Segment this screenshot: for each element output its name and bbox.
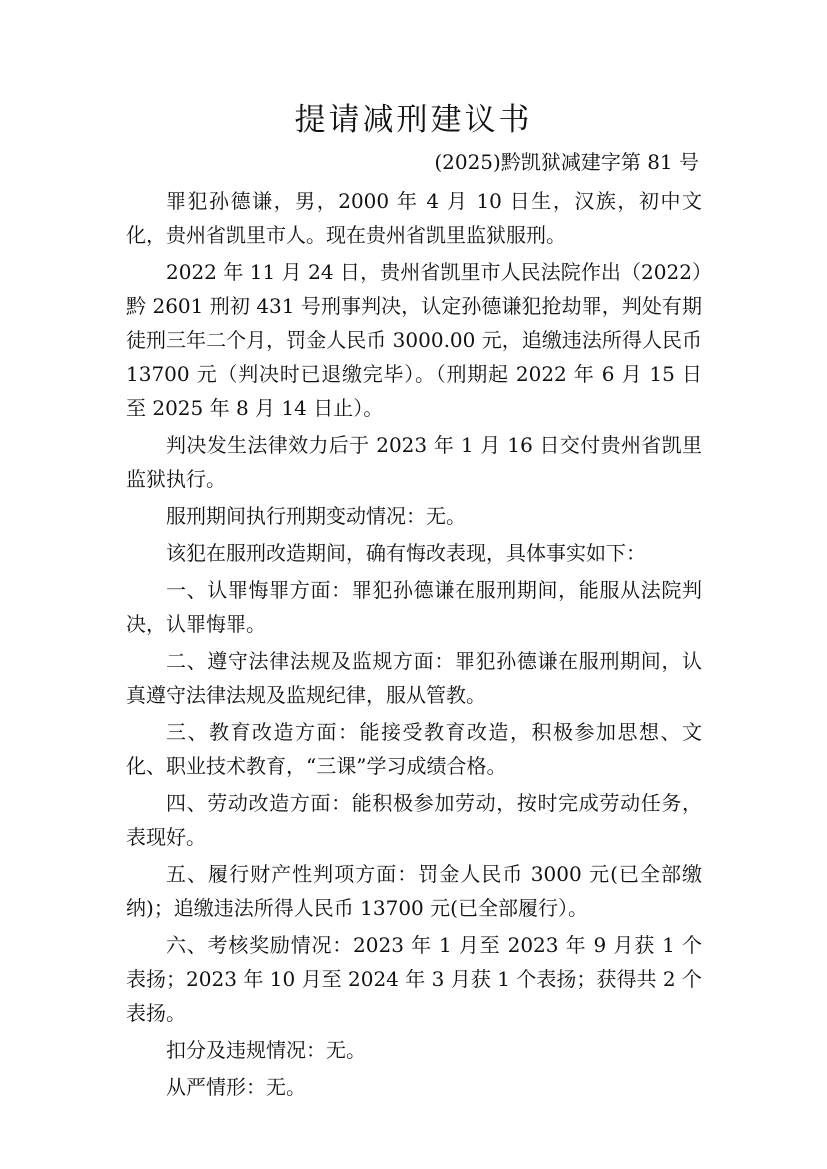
paragraph-labor: 四、劳动改造方面：能积极参加劳动，按时完成劳动任务，表现好。 [126, 791, 702, 849]
paragraph-violations: 扣分及违规情况：无。 [166, 1038, 366, 1062]
document-number: (2025)黔凯狱减建字第 81 号 [434, 150, 699, 174]
paragraph-property: 五、履行财产性判项方面：罚金人民币 3000 元(已全部缴纳)；追缴违法所得人民币 13700 元(已全部履行）。 [126, 862, 702, 920]
paragraph-basic-info: 罪犯孙德谦，男，2000 年 4 月 10 日生，汉族，初中文化，贵州省凯里市人。现在贵州省凯里监狱服刑。 [126, 189, 702, 247]
paragraph-law-compliance: 二、遵守法律法规及监规方面：罪犯孙德谦在服刑期间，认真遵守法律法规及监规纪律，服从管教。 [126, 649, 702, 707]
paragraph-facts-intro: 该犯在服刑改造期间，确有悔改表现，具体事实如下： [166, 541, 646, 565]
document-title: 提请减刑建议书 [294, 102, 533, 138]
paragraph-strict-circumstances: 从严情形：无。 [166, 1075, 306, 1099]
document-body [126, 184, 702, 1107]
paragraph-rewards: 六、考核奖励情况：2023 年 1 月至 2023 年 9 月获 1 个表扬；2023 年 10 月至 2024 年 3 月获 1 个表扬；获得共 2 个表扬。 [126, 933, 702, 1025]
paragraph-judgment: 2022 年 11 月 24 日，贵州省凯里市人民法院作出（2022）黔 2601 刑初 431 号刑事判决，认定孙德谦犯抢劫罪，判处有期徒刑三年二个月，罚金人民币 3000.00 元，追缴违法所得人民币 13700 元（判决时已退缴完毕）。（刑期起 2022 年 6 月 15 日至 2025 年 8 月 14 日止）。 [126, 260, 702, 420]
paragraph-delivery: 判决发生法律效力后于 2023 年 1 月 16 日交付贵州省凯里监狱执行。 [126, 433, 702, 491]
paragraph-education: 三、教育改造方面：能接受教育改造，积极参加思想、文化、职业技术教育，“三课”学习成绩合格。 [126, 720, 702, 778]
paragraph-sentence-change: 服刑期间执行刑期变动情况：无。 [166, 504, 466, 528]
paragraph-repentance: 一、认罪悔罪方面：罪犯孙德谦在服刑期间，能服从法院判决，认罪悔罪。 [126, 578, 702, 636]
